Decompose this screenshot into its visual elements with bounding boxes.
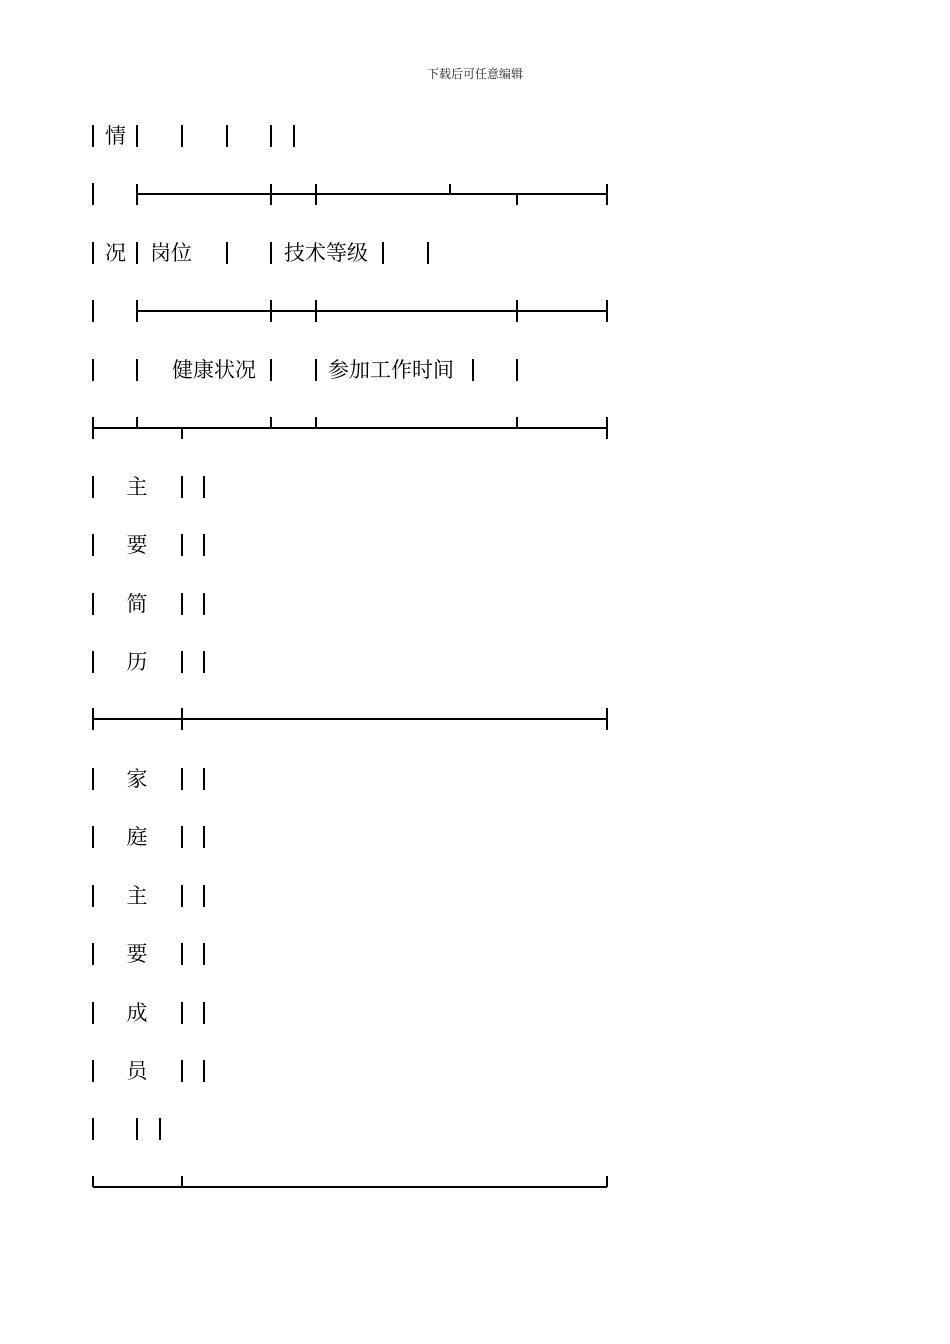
jiating-char: 庭	[126, 825, 148, 849]
jianli-char: 简	[126, 592, 148, 616]
jianli-char: 要	[126, 533, 148, 557]
jiating-char: 成	[126, 1001, 148, 1025]
label-jishu-dengji: 技术等级	[284, 241, 368, 265]
jianli-dividers	[93, 476, 204, 673]
label-canjia-gongzuo-shijian: 参加工作时间	[328, 358, 454, 382]
divider-2	[93, 300, 607, 322]
label-qing: 情	[105, 124, 126, 148]
download-editable-note: 下载后可任意编辑	[426, 67, 523, 81]
divider-3	[93, 417, 607, 439]
jiating-char: 员	[126, 1059, 148, 1083]
label-gangwei: 岗位	[150, 241, 192, 265]
divider-1	[93, 183, 607, 205]
bottom-border	[93, 1176, 607, 1187]
jiating-char: 主	[126, 884, 148, 908]
label-kuang: 况	[105, 241, 126, 265]
jianli-char: 历	[126, 650, 148, 674]
jiating-char: 要	[126, 942, 148, 966]
divider-4	[93, 708, 607, 730]
jiating-dividers	[93, 768, 204, 1140]
jiating-char: 家	[126, 767, 148, 791]
jianli-char: 主	[126, 475, 148, 499]
label-jiankang-zhuangkuang: 健康状况	[172, 358, 256, 382]
row-kuang-dividers	[93, 242, 428, 264]
